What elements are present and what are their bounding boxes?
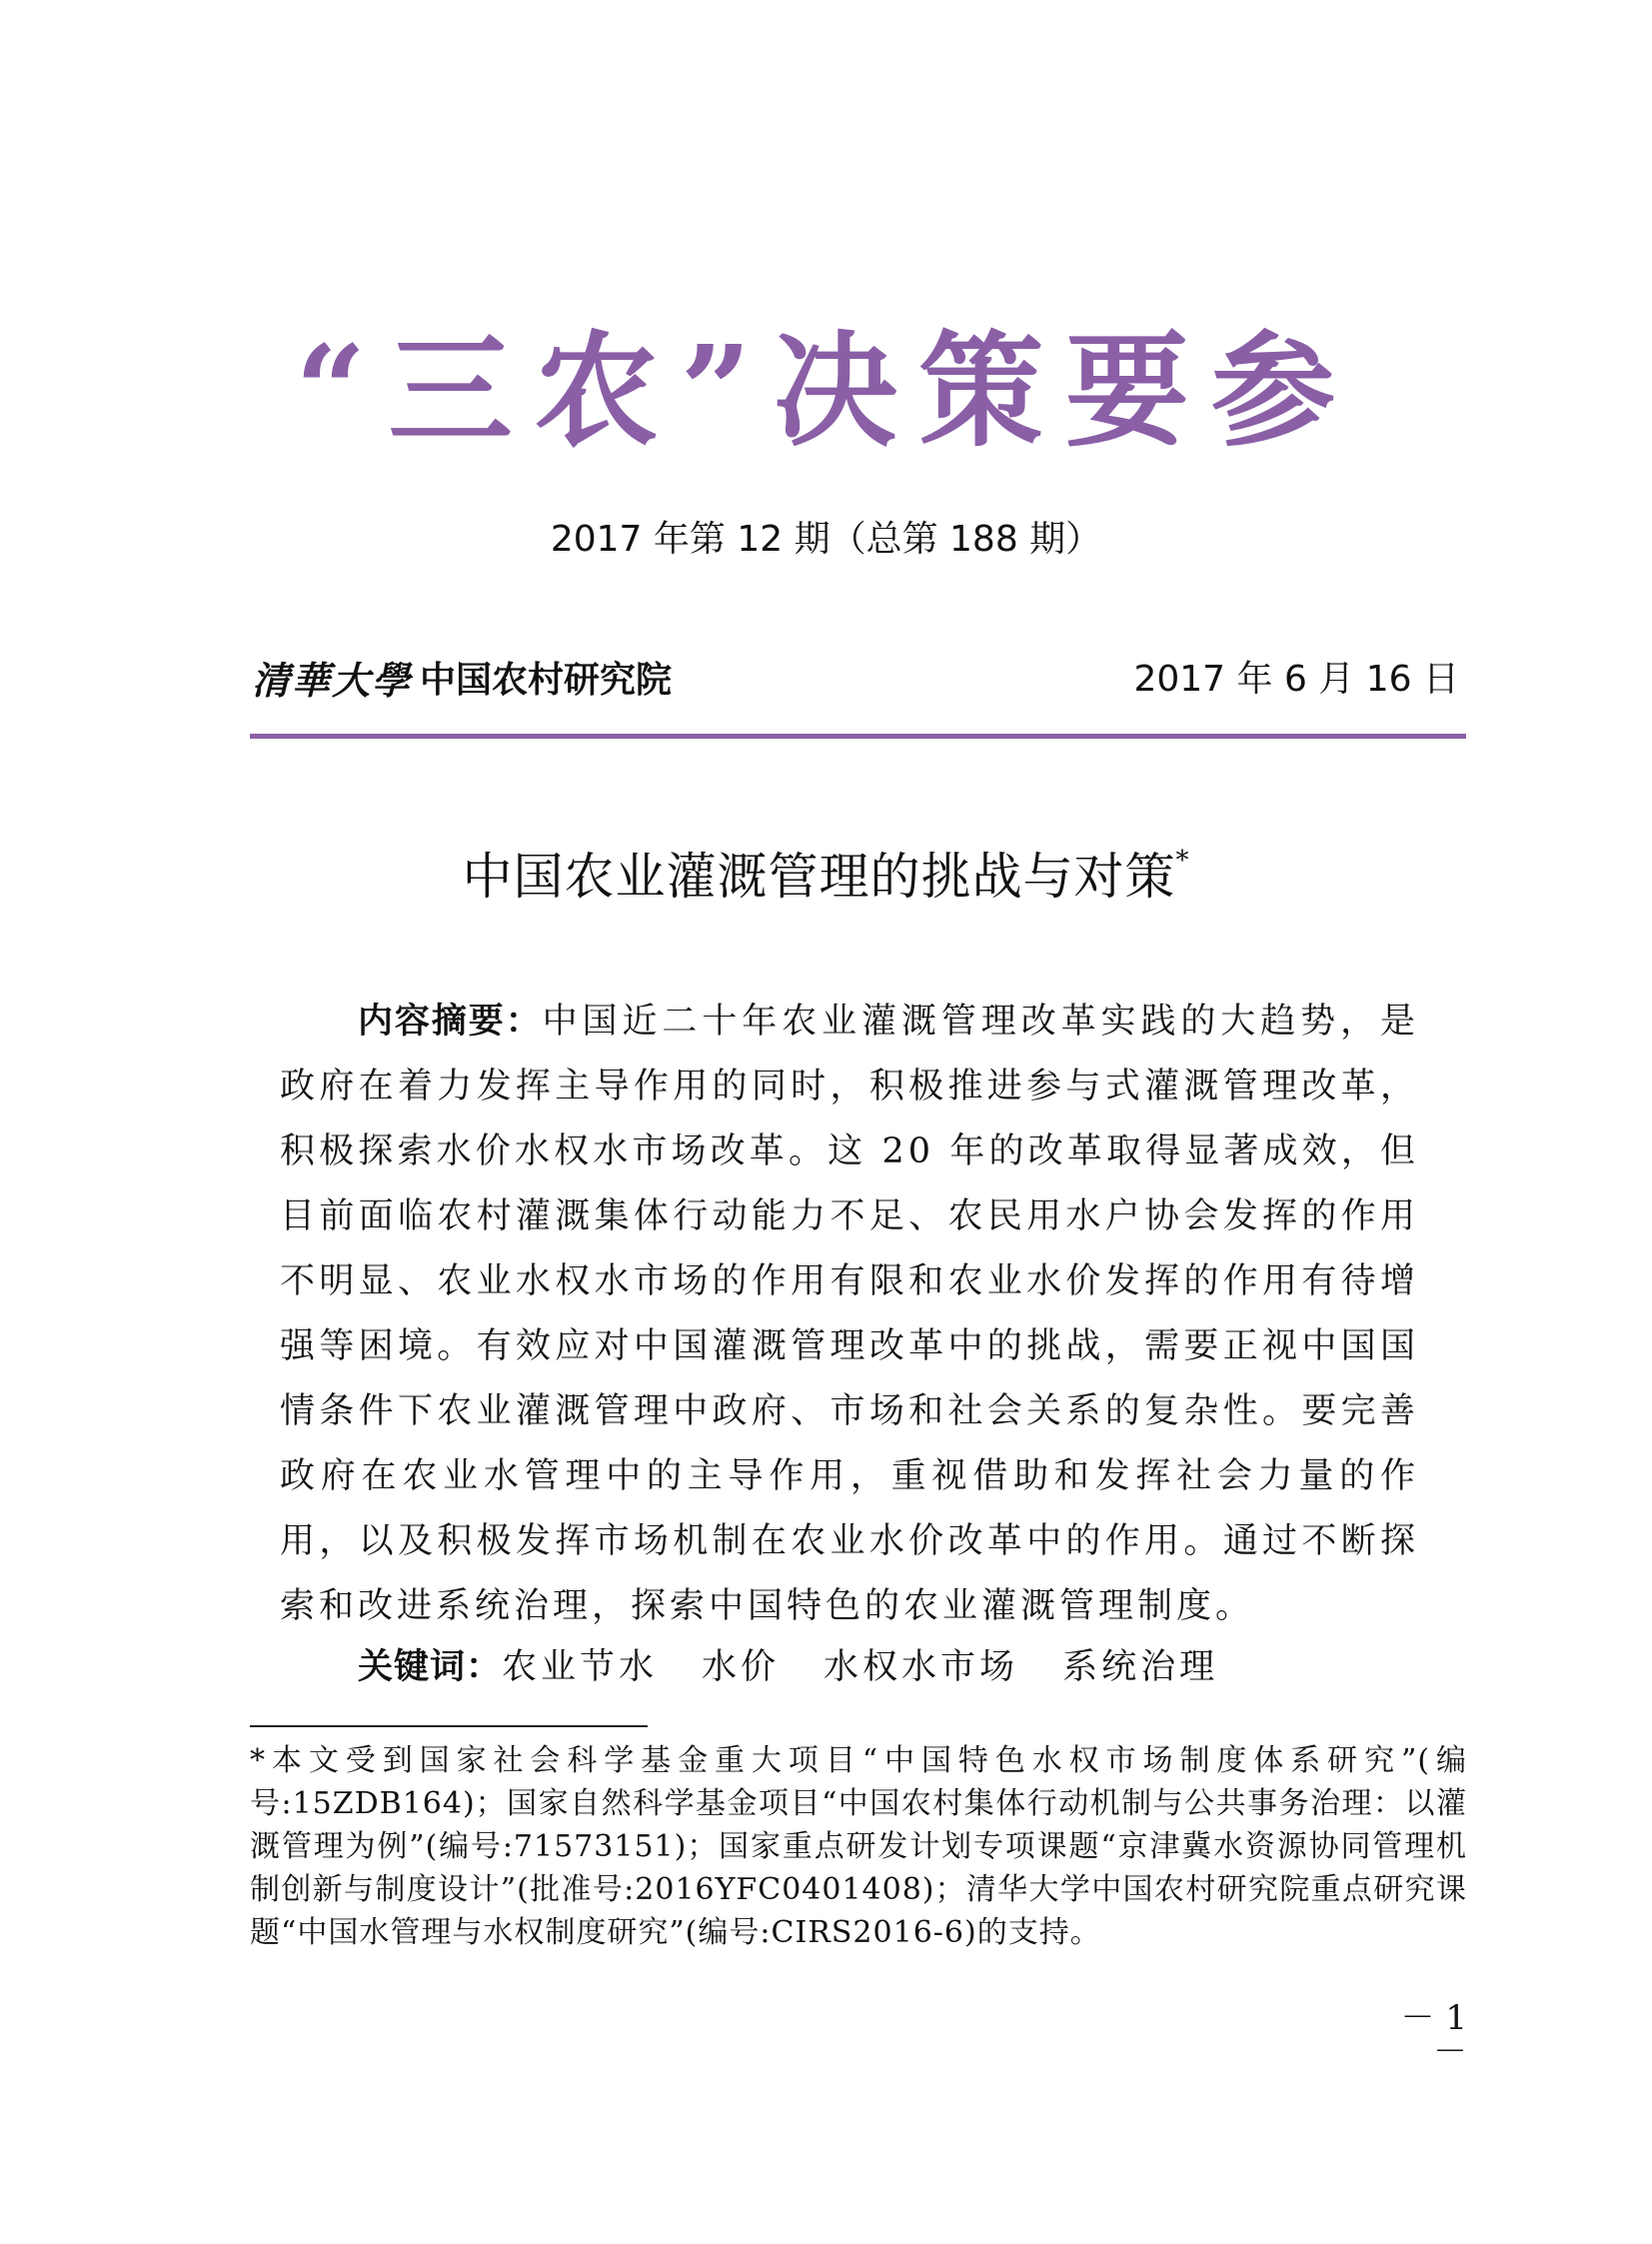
keywords-label: 关键词：: [358, 1647, 503, 1687]
article-title-text: 中国农业灌溉管理的挑战与对策: [462, 848, 1176, 906]
university-logo-calligraphy: 清華大學: [252, 658, 413, 703]
article-title: [0, 846, 1652, 906]
footnote-separator: [250, 1725, 648, 1727]
footnote: *本文受到国家社会科学基金重大项目“中国特色水权市场制度体系研究”(编号:15ZDB164)；国家自然科学基金项目“中国农村集体行动机制与公共事务治理：以灌溉管理为例”(编号:71573151)；国家重点研发计划专项课题“京津冀水资源协同管理机制创新与制度设计”(批准号:2016YFC0401408)；清华大学中国农村研究院重点研究课题“中国水管理与水权制度研究”(编号:CIRS2016-6)的支持。: [250, 1743, 1467, 1950]
institution-row: [252, 658, 1463, 712]
title-footnote-mark: *: [1175, 846, 1190, 876]
abstract-text: 中国近二十年农业灌溉管理改革实践的大趋势，是政府在着力发挥主导作用的同时，积极推进参与式灌溉管理改革，积极探索水价水权水市场改革。这 20 年的改革取得显著成效，但目前面临农村灌溉集体行动能力不足、农民用水户协会发挥的作用不明显、农业水权水市场的作用有限和农业水价发挥的作用有待增强等困境。有效应对中国灌溉管理改革中的挑战，需要正视中国国情条件下农业灌溉管理中政府、市场和社会关系的复杂性。要完善政府在农业水管理中的主导作用，重视借助和发挥社会力量的作用，以及积极发挥市场机制在农业水价改革中的作用。通过不断探索和改进系统治理，探索中国特色的农业灌溉管理制度。: [280, 1002, 1419, 1626]
masthead-title: “三农”决策要参: [295, 319, 1357, 464]
keyword-item: 水价: [702, 1647, 781, 1687]
keyword-item: 农业节水: [502, 1647, 659, 1687]
abstract-paragraph: [280, 990, 1419, 1639]
keywords-line: [358, 1635, 1262, 1700]
header-divider: [250, 734, 1466, 739]
issue-date: 2017 年 6 月 16 日: [1133, 659, 1459, 700]
issue-number: 2017 年第 12 期（总第 188 期）: [550, 519, 1102, 560]
keyword-item: 系统治理: [1062, 1647, 1219, 1687]
page-number: － 1 －: [1400, 1998, 1467, 2072]
keyword-item: 水权水市场: [824, 1647, 1019, 1687]
institution-name: 中国农村研究院: [420, 659, 673, 701]
abstract-label: 内容摘要：: [358, 1002, 543, 1042]
